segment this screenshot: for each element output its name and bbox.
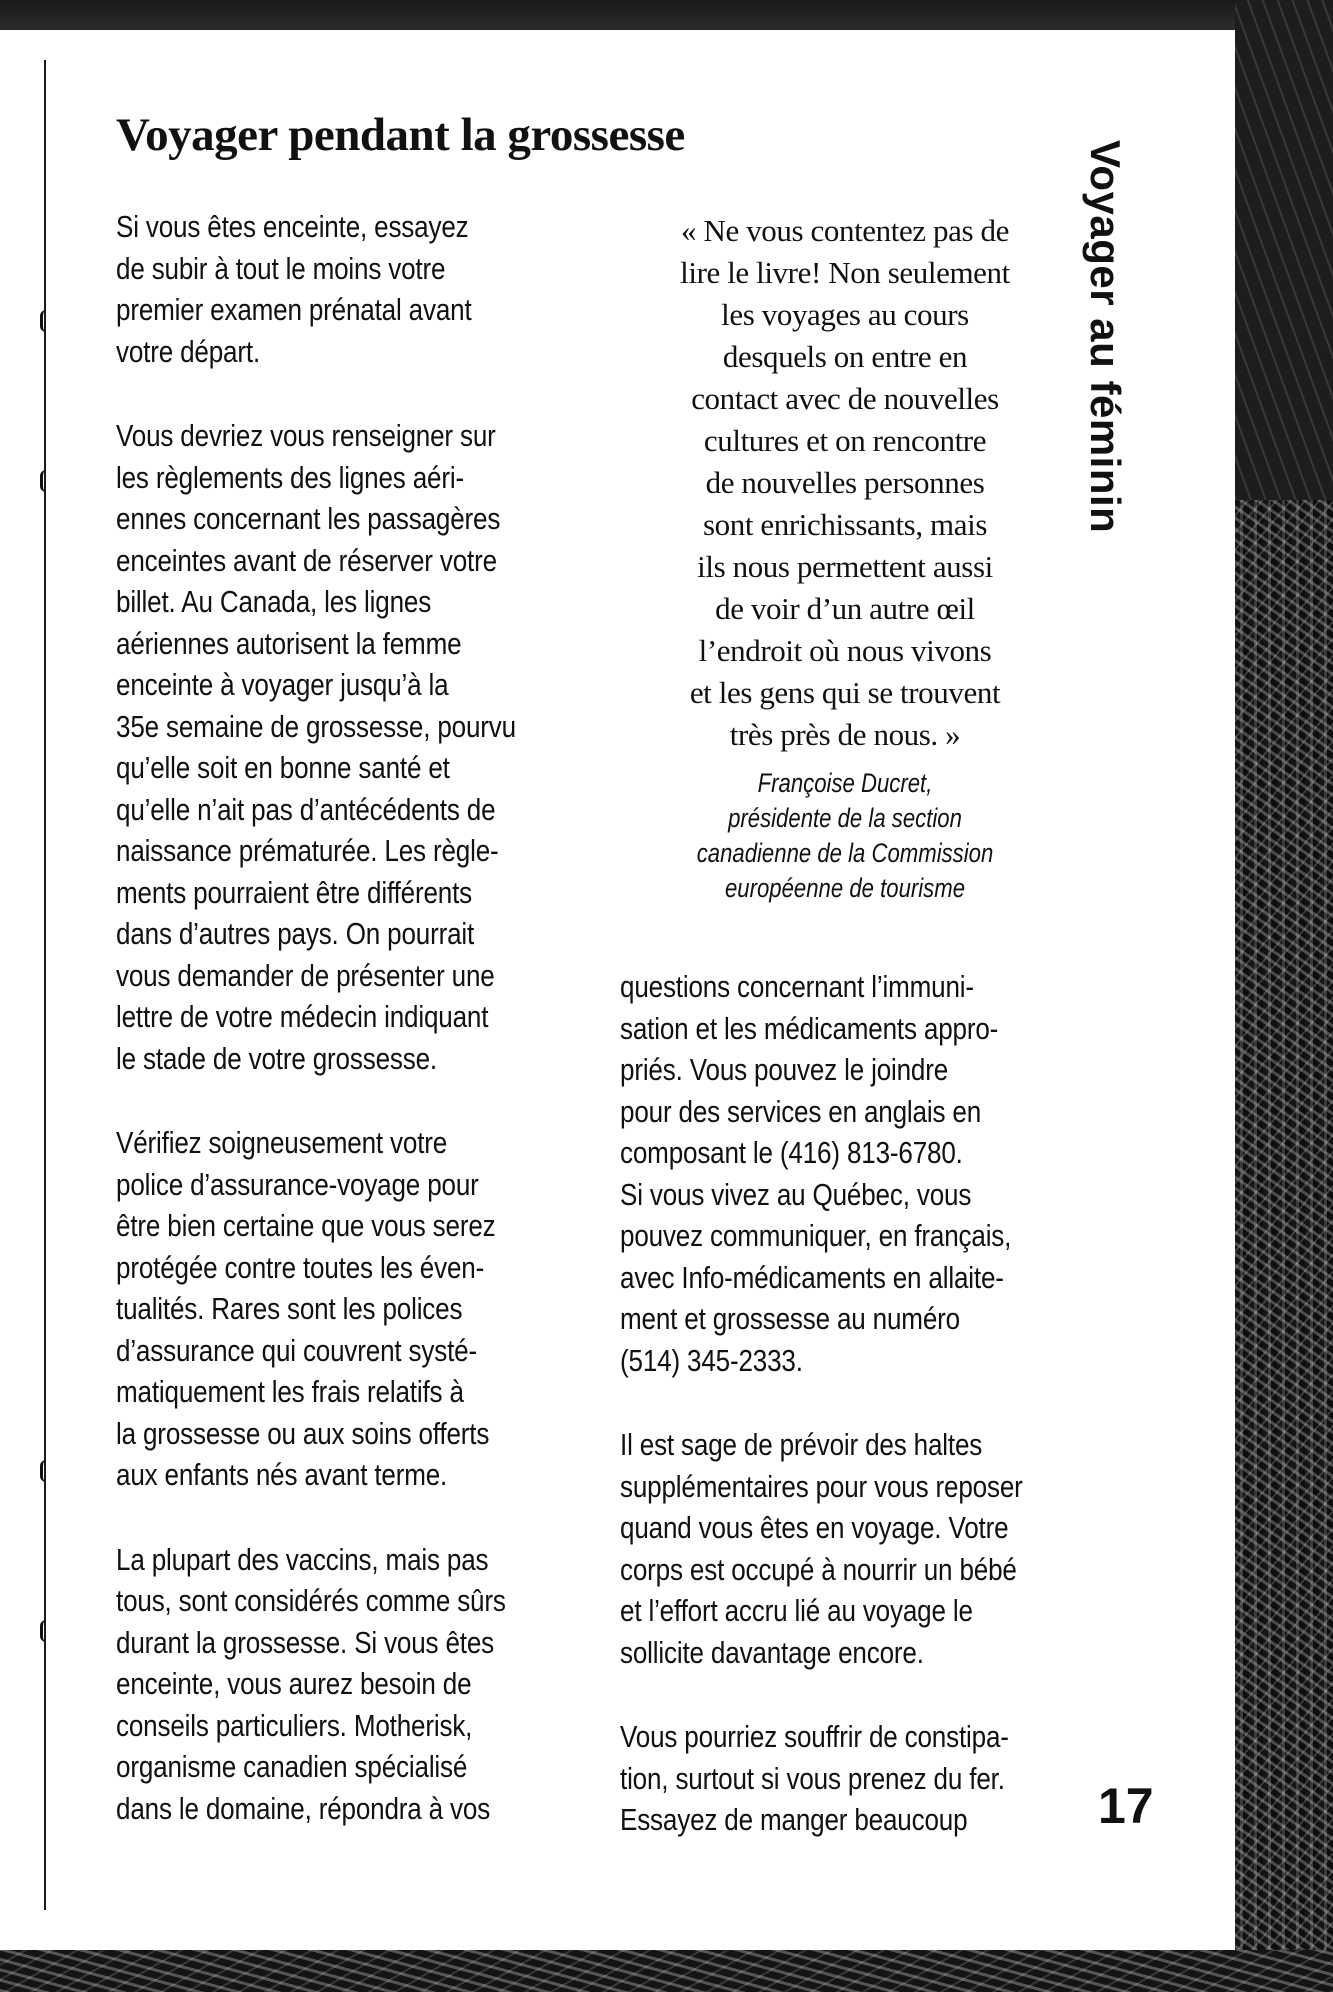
binding-mark [40, 1620, 53, 1642]
article-title: Voyager pendant la grossesse [116, 109, 685, 161]
paragraph: Vérifiez soigneusement votre police d’assurance-voyage pour être bien certaine que vous serez protégée contre toutes les éven- tualités. Rares sont les polices d’assurance qui couvrent systé- matiquement les frais relatifs à la grossesse ou aux soins offerts aux enfants nés avant terme. [116, 1125, 496, 1492]
paragraph: questions concernant l’immuni- sation et les médicaments appro- priés. Vous pouvez le joindre pour des services en anglais en composant le (416) 813-6780. Si vous vivez au Québec, vous pouvez communiquer, en français, avec Info-médicaments en allaite- ment et grossesse au numéro (514) 345-2333. [620, 969, 1012, 1378]
binding-mark [40, 1460, 53, 1482]
right-column [620, 966, 1100, 1884]
pull-quote-attribution: Françoise Ducret, présidente de la section canadienne de la Commission européenne de tourisme [696, 768, 994, 903]
paragraph: Vous pourriez souffrir de constipa- tion, surtout si vous prenez du fer. Essayez de manger beaucoup [620, 1719, 1009, 1837]
paragraph: Il est sage de prévoir des haltes supplémentaires pour vous reposer quand vous êtes en voyage. Votre corps est occupé à nourrir un bébé et l’effort accru lié au voyage le sollicite davantage encore. [620, 1427, 1023, 1670]
pull-quote [620, 210, 1070, 906]
top-border [0, 0, 1333, 30]
page-number: 17 [1098, 1778, 1154, 1834]
paragraph: Vous devriez vous renseigner sur les règlements des lignes aéri- ennes concernant les passagères enceintes avant de réserver votre billet. Au Canada, les lignes aériennes autorisent la femme enceinte à voyager jusqu’à la 35e semaine de grossesse, pourvu qu’elle soit en bonne santé et qu’elle n’ait pas d’antécédents de naissance prématurée. Les règle- ments pourraient être différents dans d’autres pays. On pourrait vous demander de présenter une lettre de votre médecin indiquant le stade de votre grossesse. [116, 418, 516, 1076]
pull-quote-text: « Ne vous contentez pas de lire le livre! Non seulement les voyages au cours desquels on entre en contact avec de nouvelles cultures et on rencontre de nouvelles personnes sont enrichissants, mais ils nous permettent aussi de voir d’un autre œil l’endroit où nous vivons et les gens qui se trouvent très près de nous. » [680, 213, 1010, 752]
right-border-dark [1235, 0, 1333, 500]
section-heading: Voyager au féminin [1082, 140, 1129, 534]
binding-mark [40, 470, 53, 492]
binding-mark [40, 310, 53, 332]
paragraph: La plupart des vaccins, mais pas tous, sont considérés comme sûrs durant la grossesse. Si vous êtes enceinte, vous aurez besoin de conseils particuliers. Motherisk, organisme canadien spécialisé dans le domaine, répondra à vos [116, 1541, 506, 1826]
paragraph: Si vous êtes enceinte, essayez de subir à tout le moins votre premier examen prénatal avant votre départ. [116, 209, 472, 369]
bottom-border-texture [0, 1950, 1333, 1992]
left-column [116, 206, 596, 1872]
